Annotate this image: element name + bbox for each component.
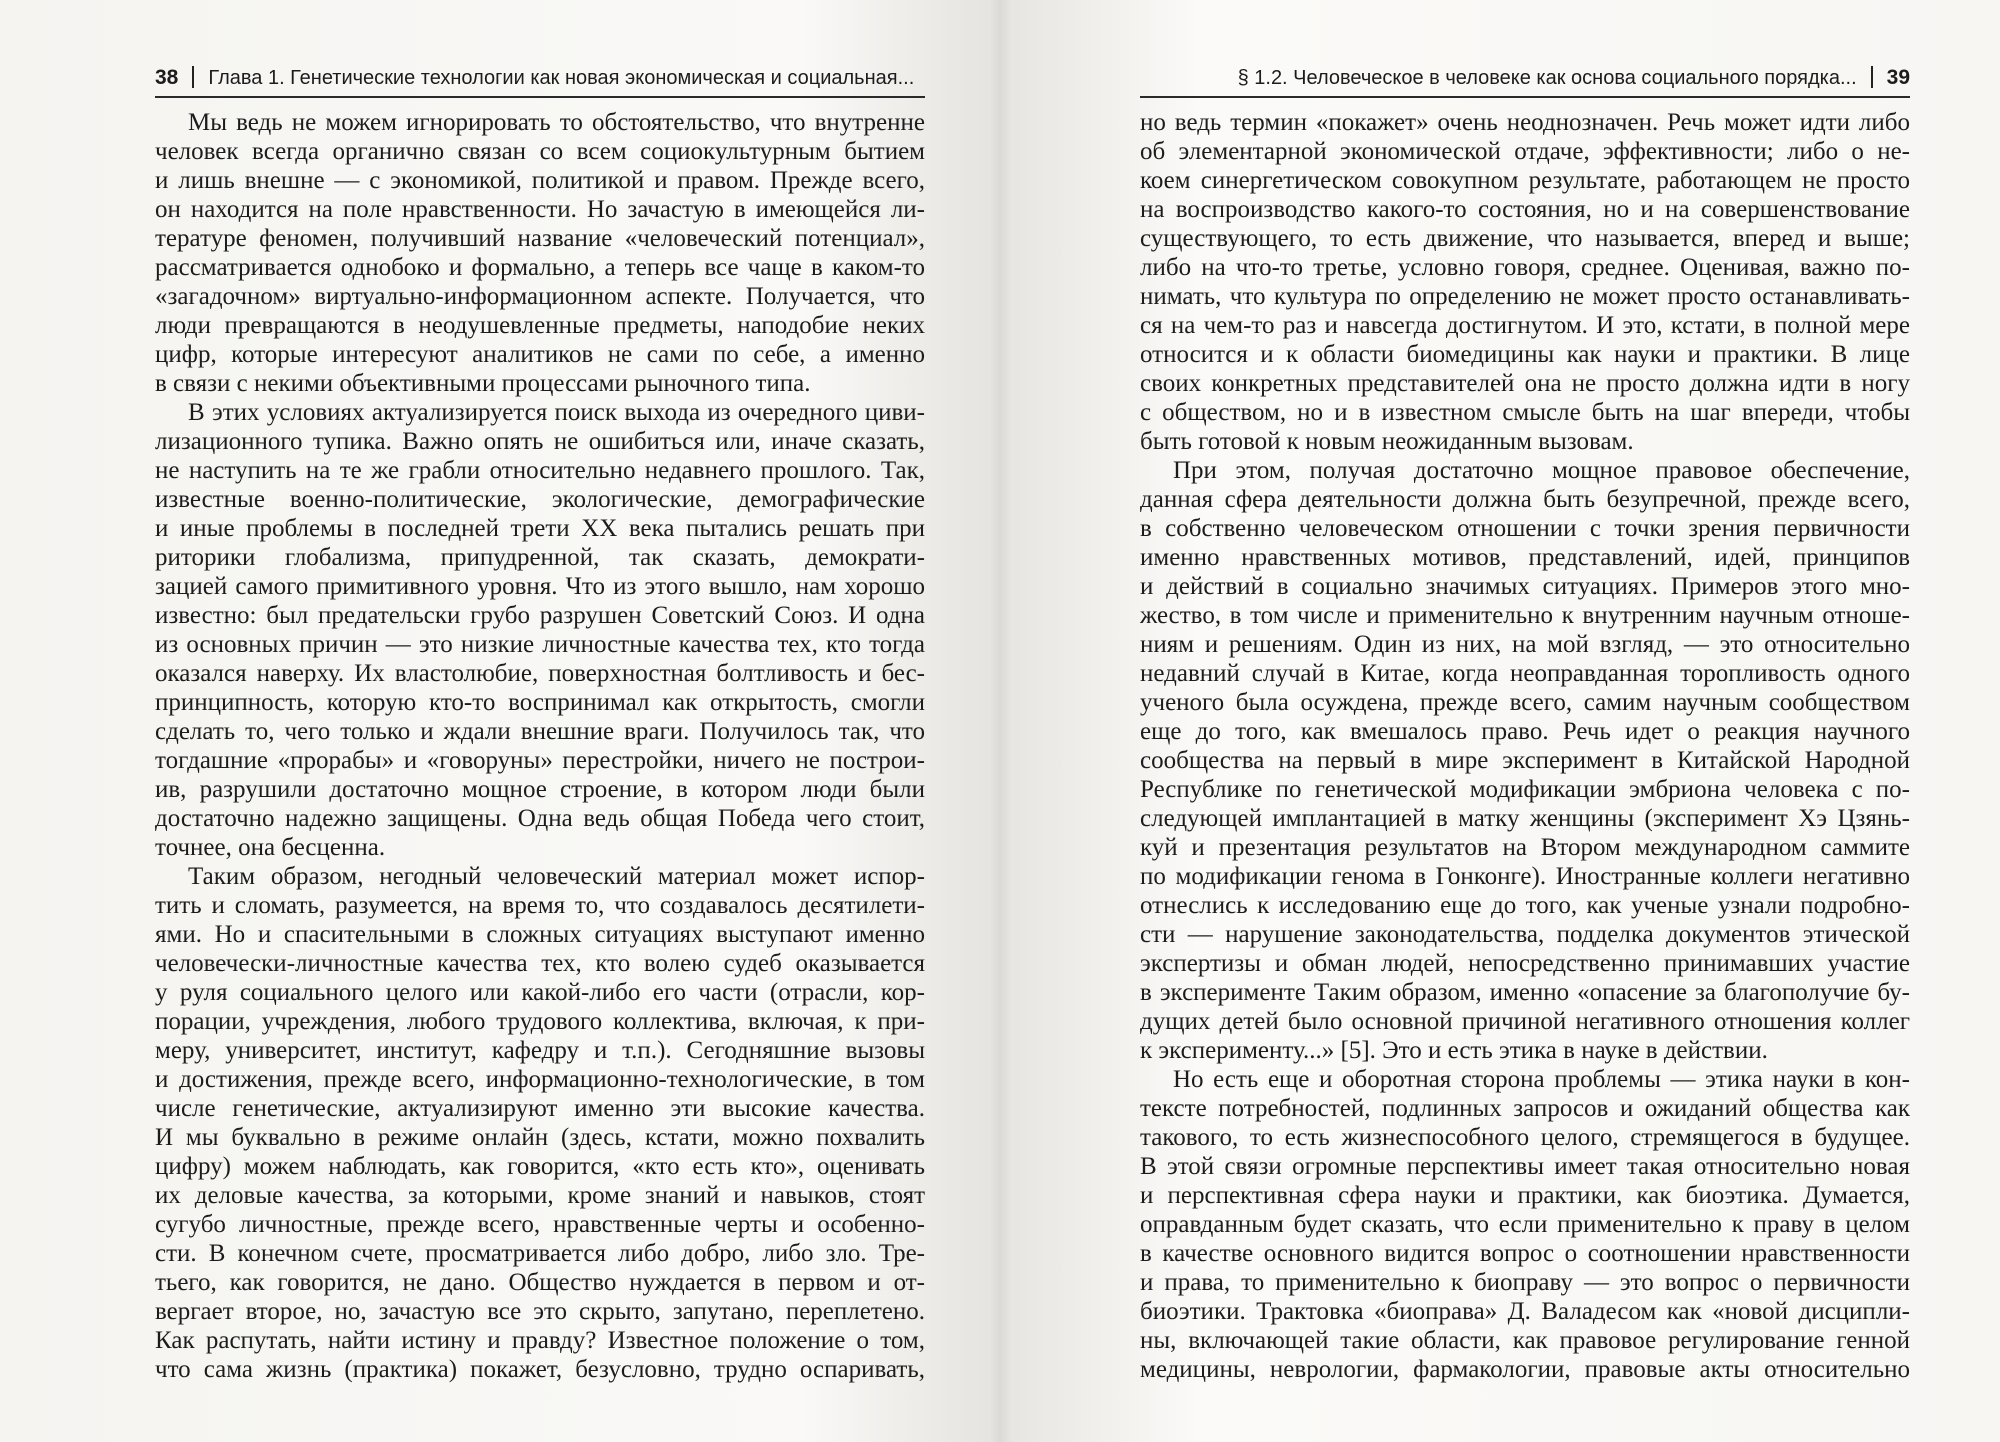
text-line: еще до того, как вмешалось право. Речь идет о реакция научного (1140, 718, 1910, 745)
header-divider (1871, 66, 1873, 88)
text-line: у руля социального целого или какой-либо его части (отрасли, кор- (155, 979, 925, 1006)
text-line: и перспективная сфера науки и практики, как биоэтика. Думается, (1140, 1182, 1910, 1209)
text-line: тературе феномен, получивший название «человеческий потенциал», (155, 225, 925, 252)
text-line: числе генетические, актуализируют именно эти высокие качества. (155, 1095, 925, 1122)
text-line: жество, в том числе и применительно к внутренним научным отноше- (1140, 602, 1910, 629)
text-line: в собственно человеческом отношении с точки зрения первичности (1140, 515, 1910, 542)
header-divider (192, 66, 194, 88)
text-line: цифр, которые интересуют аналитиков не сами по себе, а именно (155, 341, 925, 368)
text-line: сделать то, чего только и ждали внешние враги. Получилось так, что (155, 718, 925, 745)
text-line: «загадочном» виртуально-информационном аспекте. Получается, что (155, 283, 925, 310)
text-line: быть готовой к новым неожиданным вызовам. (1140, 428, 1634, 455)
text-line: меру, университет, институт, кафедру и т.п.). Сегодняшние вызовы (155, 1037, 925, 1064)
left-page-text (155, 108, 925, 1384)
text-line: коем синергетическом совокупном результате, работающем не просто (1140, 167, 1910, 194)
text-line: ся на чем-то раз и навсегда достигнутом. И это, кстати, в полной мере (1140, 312, 1910, 339)
text-line: к эксперименту...» [5]. Это и есть этика в науке в действии. (1140, 1037, 1768, 1064)
text-line: недавний случай в Китае, когда неоправданная торопливость одного (1140, 660, 1910, 687)
text-line: не наступить на те же грабли относительно недавнего прошлого. Так, (155, 457, 925, 484)
text-line: отнеслись к исследованию еще до того, как ученые узнали подробно- (1140, 892, 1910, 919)
text-line: достаточно надежно защищены. Одна ведь общая Победа чего стоит, (155, 805, 925, 832)
text-line: биоэтики. Трактовка «биоправа» Д. Валадесом как «новой дисципли- (1140, 1298, 1910, 1325)
text-line: Но есть еще и оборотная сторона проблемы — этика науки в кон- (1173, 1066, 1910, 1093)
text-line: При этом, получая достаточно мощное правовое обеспечение, (1173, 457, 1910, 484)
text-line: оказался наверху. Их властолюбие, поверхностная болтливость и бес- (155, 660, 925, 687)
text-line: человечески-личностные качества тех, кто волею судеб оказывается (155, 950, 925, 977)
text-line: сообщества на первый в мире эксперимент в Китайской Народной (1140, 747, 1910, 774)
text-line: и права, то применительно к биоправу — это вопрос о первичности (1140, 1269, 1910, 1296)
text-line: сти. В конечном счете, просматривается либо добро, либо зло. Тре- (155, 1240, 925, 1267)
text-line: куй и презентация результатов на Втором международном саммите (1140, 834, 1910, 861)
text-line: нимать, что культура по определению не может просто останавливать- (1140, 283, 1910, 310)
text-line: но ведь термин «покажет» очень неоднозначен. Речь может идти либо (1140, 109, 1910, 136)
text-line: люди превращаются в неодушевленные предметы, наподобие неких (155, 312, 925, 339)
text-line: сти — нарушение законодательства, подделка документов этической (1140, 921, 1910, 948)
text-line: ученого была осуждена, прежде всего, самим научным сообществом (1140, 689, 1910, 716)
right-page (1140, 0, 1910, 1442)
text-line: следующей имплантацией в матку женщины (эксперимент Хэ Цзянь- (1140, 805, 1910, 832)
text-line: экспертизы и обман людей, непосредственно принимавших участие (1140, 950, 1910, 977)
text-line: зацией самого примитивного уровня. Что из этого вышло, нам хорошо (155, 573, 925, 600)
text-line: такового, то есть жизнеспособного целого, стремящегося в будущее. (1140, 1124, 1910, 1151)
left-running-header (155, 60, 925, 98)
text-line: и действий в социально значимых ситуациях. Примеров этого мно- (1140, 573, 1910, 600)
text-line: своих конкретных представителей она не просто должна идти в ногу (1140, 370, 1910, 397)
text-line: цифру) можем наблюдать, как говорится, «кто есть кто», оценивать (155, 1153, 925, 1180)
text-line: относится и к области биомедицины как науки и практики. В лице (1140, 341, 1910, 368)
text-line: оправданным будет сказать, что если применительно к праву в целом (1140, 1211, 1910, 1238)
text-line: на воспроизводство какого-то состояния, но и на совершенствование (1140, 196, 1910, 223)
text-line: Республике по генетической модификации эмбриона человека с по- (1140, 776, 1910, 803)
right-page-number: 39 (1886, 66, 1910, 89)
text-line: об элементарной экономической отдаче, эффективности; либо о не- (1140, 138, 1910, 165)
text-line: известно: был предательски грубо разрушен Советский Союз. И одна (155, 602, 925, 629)
text-line: тогдашние «прорабы» и «говоруны» перестройки, ничего не построи- (155, 747, 925, 774)
right-page-text (1140, 108, 1910, 1384)
text-line: И мы буквально в режиме онлайн (здесь, кстати, можно похвалить (155, 1124, 925, 1151)
text-line: человек всегда органично связан со всем социокультурным бытием (155, 138, 925, 165)
text-line: сугубо личностные, прежде всего, нравственные черты и особенно- (155, 1211, 925, 1238)
text-line: вергает второе, но, зачастую все это скрыто, запутано, переплетено. (155, 1298, 925, 1325)
text-line: точнее, она бесценна. (155, 834, 386, 861)
text-line: в качестве основного видится вопрос о соотношении нравственности (1140, 1240, 1910, 1267)
text-line: медицины, неврологии, фармакологии, правовые акты относительно (1140, 1356, 1910, 1383)
text-line: тьего, как говорится, не дано. Общество нуждается в первом и от- (155, 1269, 925, 1296)
text-line: Таким образом, негодный человеческий материал может испор- (188, 863, 925, 890)
text-line: из основных причин — это низкие личностные качества тех, кто тогда (155, 631, 925, 658)
text-line: данная сфера деятельности должна быть безупречной, прежде всего, (1140, 486, 1910, 513)
text-line: В этой связи огромные перспективы имеет такая относительно новая (1140, 1153, 1910, 1180)
text-line: либо на что-то третье, условно говоря, среднее. Оценивая, важно по- (1140, 254, 1910, 281)
text-line: принципность, которую кто-то воспринимал как открытость, смогли (155, 689, 925, 716)
text-line: с обществом, но и в известном смысле быть на шаг впереди, чтобы (1140, 399, 1910, 426)
text-line: в связи с некими объективными процессами рыночного типа. (155, 370, 811, 397)
left-page-number: 38 (155, 66, 179, 89)
left-page (155, 0, 925, 1442)
text-line: известные военно-политические, экологические, демографические (155, 486, 925, 513)
text-line: в эксперименте Таким образом, именно «опасение за благополучие бу- (1140, 979, 1910, 1006)
text-line: ями. Но и спасительными в сложных ситуациях выступают именно (155, 921, 925, 948)
text-line: В этих условиях актуализируется поиск выхода из очередного циви- (188, 399, 925, 426)
right-running-head: § 1.2. Человеческое в человеке как основа социального порядка... (1237, 67, 1857, 89)
text-line: лизационного тупика. Важно опять не ошибиться или, иначе сказать, (155, 428, 925, 455)
text-line: дущих детей было основной причиной негативного отношения коллег (1140, 1008, 1910, 1035)
text-line: рассматривается однобоко и формально, а теперь все чаще в каком-то (155, 254, 925, 281)
text-line: их деловые качества, за которыми, кроме знаний и навыков, стоят (155, 1182, 925, 1209)
text-line: ниям и решениям. Один из них, на мой взгляд, — это относительно (1140, 631, 1910, 658)
text-line: именно нравственных мотивов, представлений, идей, принципов (1140, 544, 1910, 571)
text-line: Как распутать, найти истину и правду? Известное положение о том, (155, 1327, 925, 1354)
text-line: тексте потребностей, подлинных запросов и ожиданий общества как (1140, 1095, 1910, 1122)
text-line: по модификации генома в Гонконге). Иностранные коллеги негативно (1140, 863, 1910, 890)
text-line: риторики глобализма, припудренной, так сказать, демократи- (155, 544, 925, 571)
text-line: существующего, то есть движение, что называется, вперед и выше; (1140, 225, 1910, 252)
left-running-head: Глава 1. Генетические технологии как новая экономическая и социальная... (208, 67, 915, 89)
text-line: ив, разрушили достаточно мощное строение, в котором люди были (155, 776, 925, 803)
text-line: и лишь внешне — с экономикой, политикой и правом. Прежде всего, (155, 167, 925, 194)
text-line: тить и сломать, разумеется, на время то, что создавалось десятилети- (155, 892, 925, 919)
text-line: что сама жизнь (практика) покажет, безусловно, трудно оспаривать, (155, 1356, 925, 1383)
text-line: порации, учреждения, любого трудового коллектива, включая, к при- (155, 1008, 925, 1035)
text-line: он находится на поле нравственности. Но зачастую в имеющейся ли- (155, 196, 925, 223)
text-line: ны, включающей такие области, как правовое регулирование генной (1140, 1327, 1910, 1354)
right-running-header (1140, 60, 1910, 98)
text-line: и иные проблемы в последней трети XX века пытались решать при (155, 515, 925, 542)
text-line: и достижения, прежде всего, информационно-технологические, в том (155, 1066, 925, 1093)
text-line: Мы ведь не можем игнорировать то обстоятельство, что внутренне (188, 109, 925, 136)
